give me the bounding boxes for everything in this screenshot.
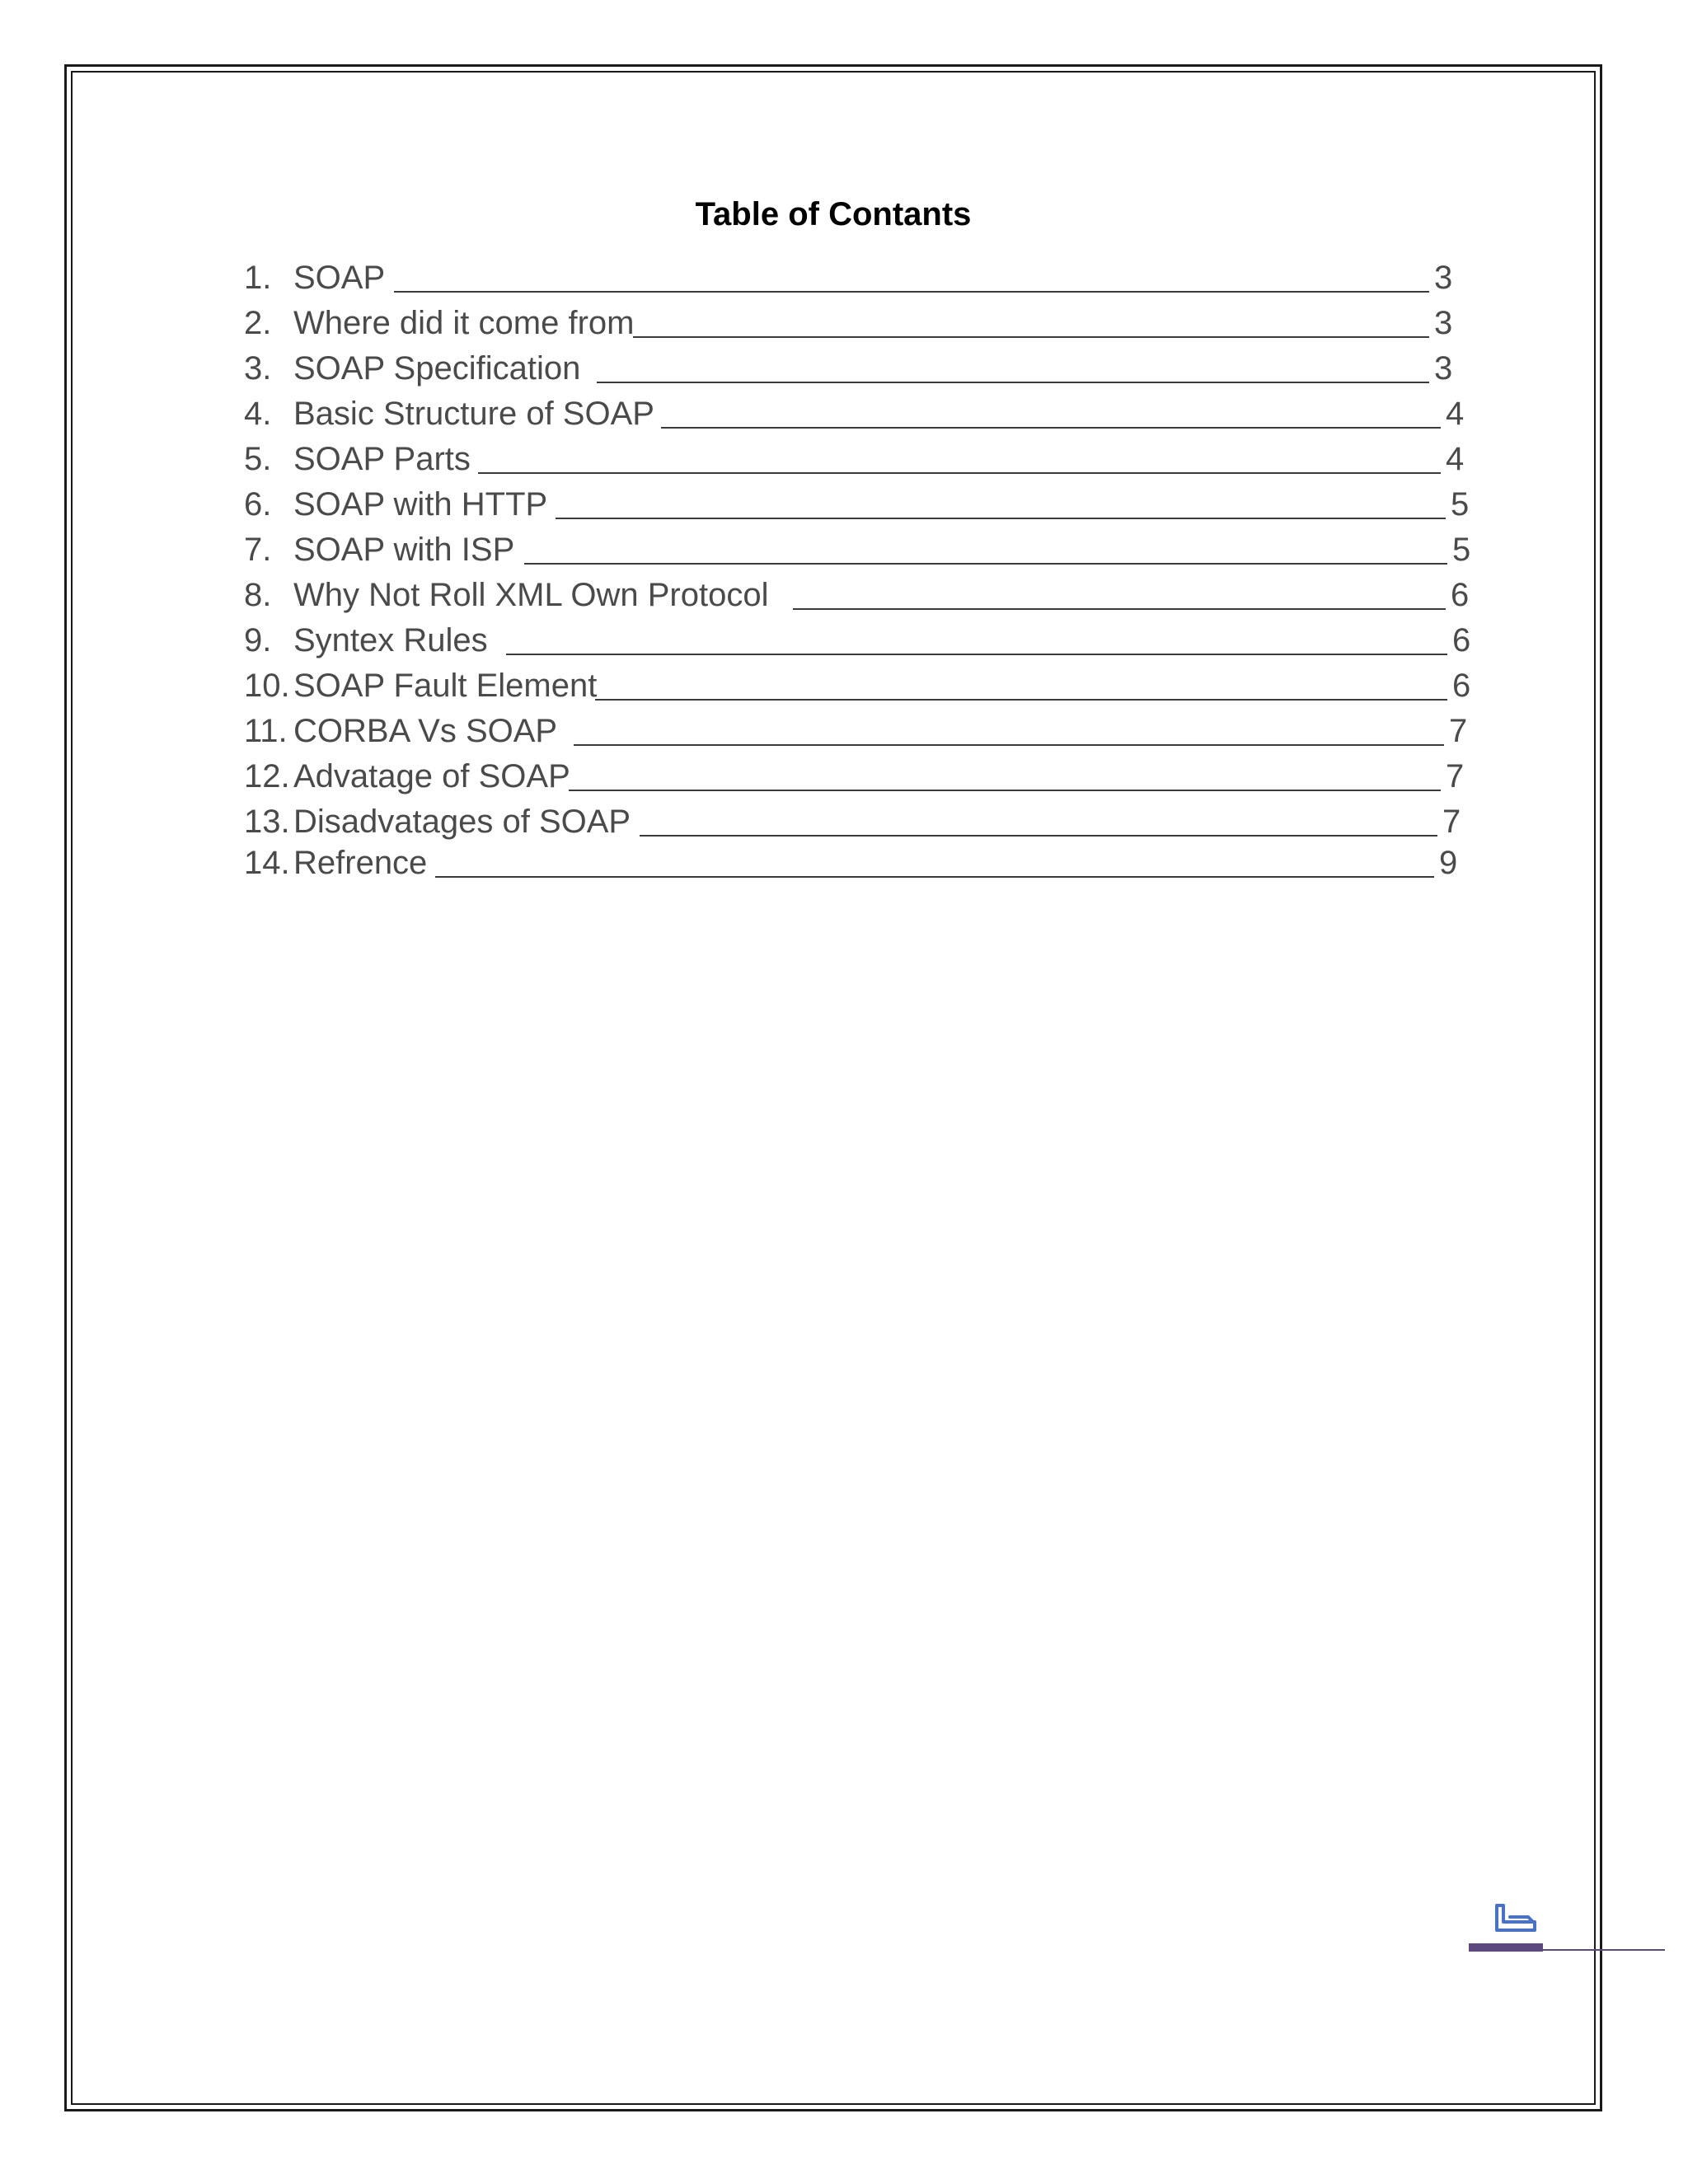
toc-leader-line bbox=[556, 518, 1446, 519]
toc-entry-page: 6 bbox=[1451, 577, 1470, 613]
toc-entry-number: 9. bbox=[244, 622, 272, 658]
toc-entry[interactable] bbox=[244, 665, 1484, 706]
toc-entry[interactable] bbox=[244, 348, 1484, 389]
toc-entry-page: 7 bbox=[1446, 758, 1465, 794]
toc-entry-page: 6 bbox=[1452, 668, 1471, 704]
toc-entry-number: 4. bbox=[244, 396, 272, 432]
toc-entry-page: 5 bbox=[1451, 486, 1470, 523]
toc-entry-title: Why Not Roll XML Own Protocol bbox=[293, 577, 769, 613]
toc-leader-line bbox=[478, 472, 1441, 474]
toc-entry-number: 1. bbox=[244, 260, 272, 296]
toc-entry-page: 7 bbox=[1449, 713, 1468, 749]
toc-entry-number: 12. bbox=[244, 758, 290, 794]
toc-entry-number: 2. bbox=[244, 305, 272, 341]
toc-entry-title: SOAP Parts bbox=[293, 441, 471, 477]
toc-entry-title: SOAP with ISP bbox=[293, 532, 515, 568]
toc-entry-number: 3. bbox=[244, 350, 272, 387]
toc-entry[interactable] bbox=[244, 574, 1484, 616]
toc-entry-number: 6. bbox=[244, 486, 272, 523]
toc-entry[interactable] bbox=[244, 756, 1484, 797]
toc-leader-line bbox=[597, 382, 1429, 383]
toc-entry-title: SOAP Specification bbox=[293, 350, 581, 387]
toc-entry[interactable] bbox=[244, 529, 1484, 570]
toc-entry-title: Advatage of SOAP bbox=[293, 758, 570, 794]
toc-entry-title: SOAP Fault Element bbox=[293, 668, 598, 704]
toc-entry-number: 14. bbox=[244, 845, 290, 881]
toc-entry-number: 10. bbox=[244, 668, 290, 704]
toc-leader-line bbox=[633, 336, 1429, 338]
toc-entry-title: SOAP with HTTP bbox=[293, 486, 548, 523]
footer-accent-bar bbox=[1469, 1943, 1543, 1952]
toc-entry-number: 5. bbox=[244, 441, 272, 477]
toc-entry-page: 4 bbox=[1446, 396, 1465, 432]
toc-leader-line bbox=[506, 654, 1447, 655]
toc-entry[interactable] bbox=[244, 710, 1484, 752]
toc-entry-number: 11. bbox=[244, 713, 288, 749]
toc-entry[interactable] bbox=[244, 438, 1484, 480]
toc-leader-line bbox=[640, 835, 1437, 837]
toc-entry-number: 8. bbox=[244, 577, 272, 613]
toc-entry[interactable] bbox=[244, 393, 1484, 434]
footer-accent-line bbox=[1543, 1949, 1665, 1951]
toc-entry[interactable] bbox=[244, 801, 1484, 842]
toc-leader-line bbox=[574, 744, 1444, 746]
toc-leader-line bbox=[524, 563, 1447, 565]
toc-entry[interactable] bbox=[244, 620, 1484, 661]
toc-entry-page: 4 bbox=[1446, 441, 1465, 477]
toc-entry-page: 6 bbox=[1452, 622, 1471, 658]
toc-entry-title: Refrence bbox=[293, 845, 428, 881]
toc-entry-page: 3 bbox=[1434, 350, 1453, 387]
toc-entry[interactable] bbox=[244, 257, 1484, 298]
toc-list bbox=[0, 0, 1688, 989]
toc-entry-title: CORBA Vs SOAP bbox=[293, 713, 558, 749]
toc-entry-page: 3 bbox=[1434, 260, 1453, 296]
toc-entry-number: 7. bbox=[244, 532, 272, 568]
toc-entry[interactable] bbox=[244, 302, 1484, 344]
toc-entry-title: Basic Structure of SOAP bbox=[293, 396, 654, 432]
toc-leader-line bbox=[793, 608, 1446, 610]
toc-entry-title: Where did it come from bbox=[293, 305, 635, 341]
toc-entry[interactable] bbox=[244, 484, 1484, 525]
toc-entry-page: 9 bbox=[1439, 845, 1458, 881]
toc-entry-page: 3 bbox=[1434, 305, 1453, 341]
toc-entry[interactable] bbox=[244, 842, 1484, 883]
toc-entry-page: 5 bbox=[1452, 532, 1471, 568]
toc-leader-line bbox=[661, 427, 1441, 429]
page-number-icon bbox=[1492, 1900, 1540, 1933]
toc-leader-line bbox=[569, 790, 1441, 791]
toc-entry-page: 7 bbox=[1442, 804, 1461, 840]
toc-entry-title: Syntex Rules bbox=[293, 622, 488, 658]
toc-entry-title: SOAP bbox=[293, 260, 386, 296]
toc-leader-line bbox=[394, 291, 1429, 293]
toc-entry-number: 13. bbox=[244, 804, 290, 840]
toc-entry-title: Disadvatages of SOAP bbox=[293, 804, 631, 840]
toc-title: Table of Contants bbox=[695, 196, 972, 232]
toc-leader-line bbox=[595, 699, 1447, 701]
toc-leader-line bbox=[435, 876, 1434, 878]
